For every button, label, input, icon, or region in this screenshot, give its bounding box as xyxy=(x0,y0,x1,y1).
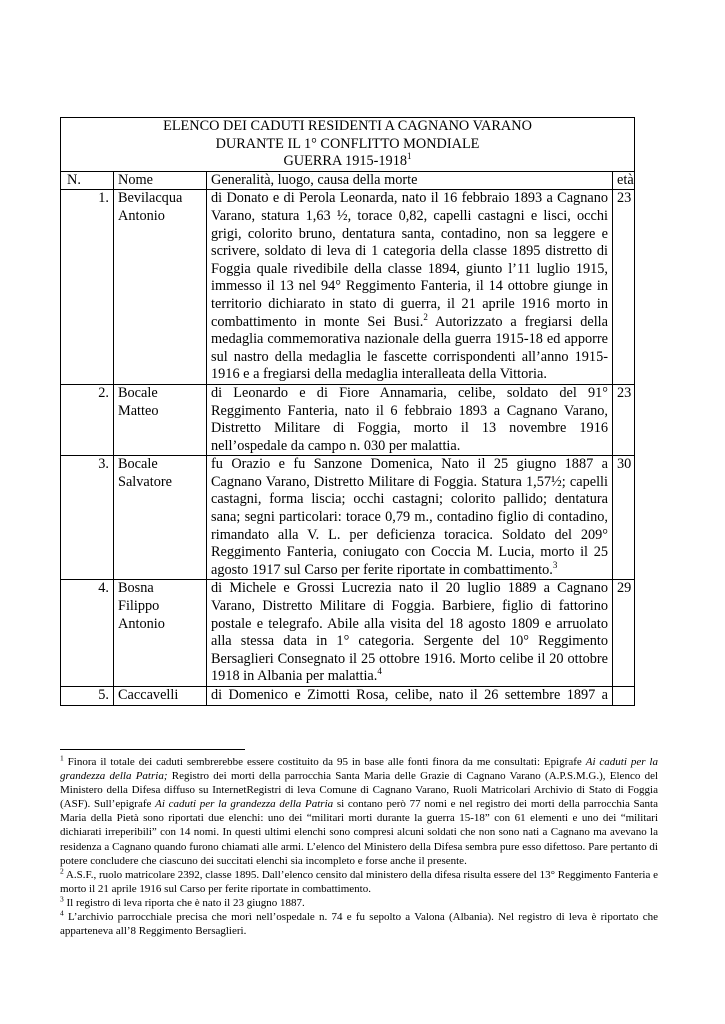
row-desc xyxy=(207,384,613,455)
footnotes xyxy=(60,755,658,938)
desc-text: di Donato e di Perola Leonarda, nato il 16 febbraio 1893 a Cagnano Varano, statura 1,63 ½, torace 0,82, capelli castagni e lisci, occhi grigi, colorito bruno, dentatura santa, contadino, non sa leggere e scrivere, soldato di leva di 1 categoria della classe 1895 distretto di Foggia quale rivedibile della classe 1894, giunto l’11 luglio 1915, immesso il 13 nel 94° Reggimento Fanteria, il 14 ottobre giunge in territorio dichiarato in stato di guerra, il 21 aprile 1916 morto in combattimento in monte Sei Busi. xyxy=(211,190,608,330)
header-eta: età xyxy=(613,171,635,190)
table-title xyxy=(61,118,635,172)
footnote-text: Il registro di leva riporta che è nato il 23 giugno 1887. xyxy=(63,896,305,909)
table-row xyxy=(61,384,635,455)
nome-line: Bocale xyxy=(118,384,158,401)
footnote-italic: Ai caduti per la grandezza della Patria; xyxy=(60,756,658,783)
desc-text: di Michele e Grossi Lucrezia nato il 20 luglio 1889 a Cagnano Varano, Distretto Militare di Foggia. Barbiere, figlio di fattorino postale e telegrafo. Abile alla visita del 18 agosto 1809 e arruolato alla stessa data in 1° categoria. Sergente del 10° Reggimento Bersaglieri Consegnato il 25 ottobre 1916. Morto celibe il 20 ottobre 1918 in Albania per malattia. xyxy=(211,580,608,685)
title-row xyxy=(61,118,635,172)
row-eta: 29 xyxy=(613,580,635,687)
row-nome xyxy=(114,384,207,455)
footnote-1 xyxy=(60,755,658,868)
footnote-text: si contano però 77 nomi e nel registro dei morti della parrocchia Santa Maria della Pietà sono riportati due elenchi: uno dei “militari morti durante la guerra 15-18” con 61 elementi e uno dei “militari dichiarati irreperibili” con 14 nomi. In questi ultimi elenchi sono compresi alcuni soldati che non sono nati a Cagnano ma avevano la residenza a Cagnano quando furono chiamati alle armi. L’elenco del Ministero della Difesa sembra pure esso difettoso. Pare pertanto di potere concludere che ciascuno dei succitati elenchi sia incompleto e forse anche il presente. xyxy=(60,798,658,867)
row-num: 5. xyxy=(61,687,114,706)
row-nome xyxy=(114,190,207,385)
row-eta xyxy=(613,687,635,706)
desc-text: di Domenico e Zimotti Rosa, celibe, nato il 26 settembre 1897 a xyxy=(211,687,608,703)
table-row xyxy=(61,190,635,385)
nome-line: Matteo xyxy=(118,402,159,419)
nome-line: Antonio xyxy=(118,207,165,224)
table-row xyxy=(61,687,635,706)
row-desc xyxy=(207,580,613,687)
row-nome xyxy=(114,456,207,580)
footnote-italic: Ai caduti per la grandezza della Patria xyxy=(155,798,334,811)
nome-line: Antonio xyxy=(118,615,165,632)
footnote-4 xyxy=(60,910,658,938)
caduti-table xyxy=(60,117,635,706)
title-line-3 xyxy=(65,153,630,171)
desc-text: di Leonardo e di Fiore Annamaria, celibe, soldato del 91° Reggimento Fanteria, nato il 6 febbraio 1893 a Cagnano Varano, Distretto Militare di Foggia, morto il 13 novembre 1916 nell’ospedale da campo n. 030 per malattia. xyxy=(211,384,608,454)
row-eta: 23 xyxy=(613,190,635,385)
nome-line: Bevilacqua xyxy=(118,190,183,207)
nome-line: Filippo xyxy=(118,598,160,615)
footnote-text: L’archivio parrocchiale precisa che morì nell’ospedale n. 74 e fu sepolto a Valona (Albania). Nel registro di leva è riportato che apparteneva all’8 Reggimento Bersaglieri. xyxy=(60,911,658,938)
header-nome: Nome xyxy=(114,171,207,190)
row-num: 1. xyxy=(61,190,114,385)
header-generalita: Generalità, luogo, causa della morte xyxy=(207,171,613,190)
row-eta: 30 xyxy=(613,456,635,580)
title-line-1: ELENCO DEI CADUTI RESIDENTI A CAGNANO VARANO xyxy=(163,118,532,134)
footnote-ref: 2 xyxy=(423,311,428,322)
row-eta: 23 xyxy=(613,384,635,455)
footnote-2 xyxy=(60,868,658,896)
row-desc xyxy=(207,190,613,385)
footnote-ref: 4 xyxy=(377,666,382,677)
header-row xyxy=(61,171,635,190)
nome-line: Caccavelli xyxy=(118,687,179,703)
footnote-mark: 2 xyxy=(60,866,64,876)
table-row xyxy=(61,456,635,580)
nome-line: Salvatore xyxy=(118,473,172,490)
table-row xyxy=(61,580,635,687)
footnote-mark: 3 xyxy=(60,894,64,904)
footnote-ref: 3 xyxy=(552,560,558,571)
footnote-mark: 4 xyxy=(60,908,64,918)
row-nome xyxy=(114,580,207,687)
desc-text: fu Orazio e fu Sanzone Domenica, Nato il 25 giugno 1887 a Cagnano Varano, Distretto Militare di Foggia. Statura 1,57½; capelli castagni, forma liscia; occhi castagni; colorito pallido; dentatura sana; segni particolari: torace 0,79 m., contadino figlio di contadino, rimandato alla V. L. per deficienza toracica. Soldato del 209° Reggimento Fanteria, coniugato con Coccia M. Lucia, morto il 25 agosto 1917 sul Carso per ferite riportate in combattimento. xyxy=(211,456,608,578)
title-line-3-text: GUERRA 1915-1918 xyxy=(283,153,407,170)
footnote-mark: 1 xyxy=(60,753,64,763)
row-num: 2. xyxy=(61,384,114,455)
footnote-text: Finora il totale dei caduti sembrerebbe essere costituito da 95 in base alle fonti finora da me consultati: Epigrafe xyxy=(63,756,586,768)
title-line-2: DURANTE IL 1° CONFLITTO MONDIALE xyxy=(215,135,480,152)
desc-text: Autorizzato a fregiarsi della medaglia commemorativa nazionale della guerra 1915-18 ed apporre sul nastro della medaglia le fascette corrispondenti all’anno 1915-1916 e a fregiarsi della medaglia interalleata della Vittoria. xyxy=(211,313,608,383)
footnote-3 xyxy=(60,896,658,910)
footnote-ref: 1 xyxy=(407,151,412,162)
footnote-text: Registro dei morti della parrocchia Santa Maria delle Grazie di Cagnano Varano (A.P.S.M.G.), Elenco del Ministero della Difesa diffuso su InternetRegistri di leva Comune di Cagnano Varano, Ruoli Matricolari Archivio di Stato di Foggia (ASF). Sull’epigrafe xyxy=(60,770,659,811)
nome-line: Bosna xyxy=(118,580,154,597)
row-nome xyxy=(114,687,207,706)
header-num: N. xyxy=(61,171,114,190)
row-desc xyxy=(207,456,613,580)
row-desc xyxy=(207,687,613,706)
row-num: 4. xyxy=(61,580,114,687)
footnote-text: A.S.F., ruolo matricolare 2392, classe 1895. Dall’elenco censito dal ministero della difesa risulta essere del 13° Reggimento Fanteria e morto il 21 aprile 1916 sul Carso per ferite riportate in combattimento. xyxy=(60,868,658,895)
nome-line: Bocale xyxy=(118,456,158,473)
row-num: 3. xyxy=(61,456,114,580)
footnote-separator xyxy=(60,749,245,750)
